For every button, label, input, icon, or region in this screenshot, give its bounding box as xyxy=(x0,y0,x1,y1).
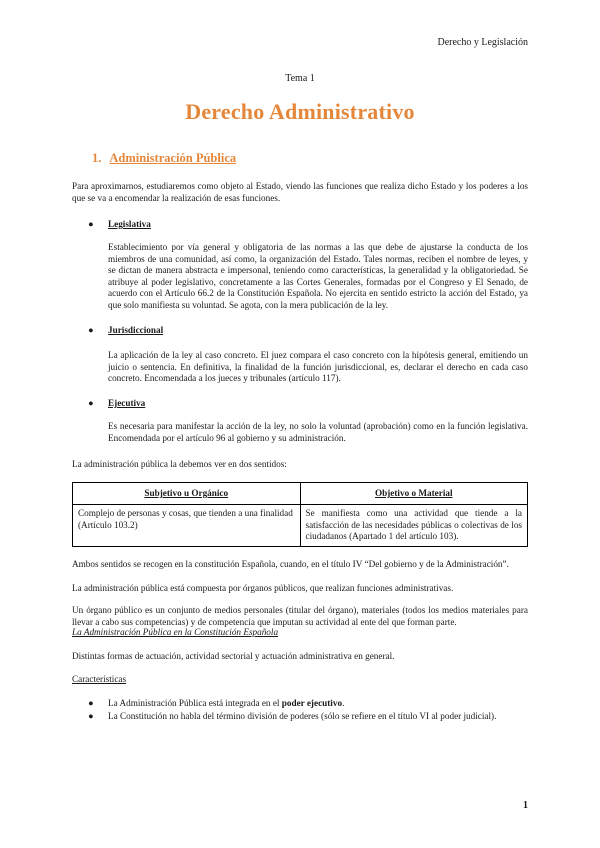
bullet-icon: ● xyxy=(88,219,94,229)
bullet-icon: ● xyxy=(88,711,94,721)
para-organos: La administración pública está compuesta por órganos públicos, que realizan funciones administrativas. xyxy=(72,583,454,593)
bullet-ejecutiva xyxy=(88,398,145,410)
para-sentidos: Ambos sentidos se recogen en la constitución Española, cuando, en el título IV “Del gobierno y de la Administración”. xyxy=(72,559,509,569)
bullet-icon: ● xyxy=(88,698,94,708)
bullet-legislativa xyxy=(88,219,151,231)
table-header-objetivo: Objetivo o Material xyxy=(300,483,528,505)
table-row xyxy=(73,505,528,546)
section-number: 1. xyxy=(92,151,102,165)
bullet-label: Ejecutiva xyxy=(108,398,146,408)
page-number: 1 xyxy=(523,800,528,811)
bullet-icon: ● xyxy=(88,325,94,335)
list-item: ● La Administración Pública está integrada en el poder ejecutivo. xyxy=(88,698,345,708)
sentidos-table xyxy=(72,482,528,547)
bullet-icon: ● xyxy=(88,398,94,408)
dos-sentidos-intro: La administración pública la debemos ver en dos sentidos: xyxy=(72,459,287,469)
para-organo-def: Un órgano público es un conjunto de medios personales (titular del órgano), materiales (todos los medios materiales para llevar a cabo sus competencias) y de competencia que imputan su actividad al ente del que forman parte. xyxy=(72,605,528,627)
section-heading xyxy=(92,151,236,166)
bullet-jurisdiccional xyxy=(88,325,163,337)
subheading-constitucion: La Administración Pública en la Constitución Española xyxy=(72,627,279,637)
bold-term: poder ejecutivo xyxy=(281,698,343,708)
bullet-label: Legislativa xyxy=(108,219,151,229)
tema-label: Tema 1 xyxy=(285,73,315,84)
table-cell-subjetivo: Complejo de personas y cosas, que tienden a una finalidad (Artículo 103.2) xyxy=(73,505,301,546)
table-header-subjetivo: Subjetivo u Orgánico xyxy=(73,483,301,505)
table-cell-objetivo: Se manifiesta como una actividad que tiende a la satisfacción de las necesidades públicas o colectivas de los ciudadanos (Apartado 1 del artículo 103). xyxy=(300,505,528,546)
ejecutiva-text: Es necesaria para manifestar la acción de la ley, no solo la voluntad (aprobación) como en la función legislativa. Encomendada por el artículo 96 al gobierno y su administración. xyxy=(108,421,528,443)
para-formas: Distintas formas de actuación, actividad sectorial y actuación administrativa en general. xyxy=(72,651,395,661)
jurisdiccional-text: La aplicación de la ley al caso concreto. El juez compara el caso concreto con la hipótesis general, emitiendo un juicio o sentencia. En definitiva, la finalidad de la función jurisdiccional, es, declarar el derecho en cada caso concreto. Encomendada a los jueces y tribunales (artículo 117). xyxy=(108,350,528,384)
table-header-row xyxy=(73,483,528,505)
intro-paragraph: Para aproximarnos, estudiaremos como objeto al Estado, viendo las funciones que realiza dicho Estado y los poderes a los que se va a encomendar la realización de esas funciones. xyxy=(72,181,528,203)
page-title: Derecho Administrativo xyxy=(185,99,415,124)
section-title: Administración Pública xyxy=(109,151,237,165)
bullet-label: Jurisdiccional xyxy=(108,325,164,335)
list-item: ● La Constitución no habla del término división de poderes (sólo se refiere en el título VI al poder judicial). xyxy=(88,711,497,721)
caracteristicas-heading: Características xyxy=(72,674,127,684)
running-header: Derecho y Legislación xyxy=(437,37,528,48)
legislativa-text: Establecimiento por vía general y obligatoria de las normas a las que debe de ajustarse la conducta de los miembros de una comunidad, así como, la organización del Estado. Tales normas, reciben el nombre de leyes, y se dictan de manera abstracta e impersonal, teniendo como características, la generalidad y la obligatoriedad. Se atribuye al poder legislativo, concretamente a las Cortes Generales, formadas por el Congreso y El Senado, de acuerdo con el Artículo 66.2 de la Constitución Española. No ejercita en sentido estricto la acción del Estado, ya que solo manifiesta su voluntad. Se agota, con la mera publicación de la ley. xyxy=(108,242,528,310)
